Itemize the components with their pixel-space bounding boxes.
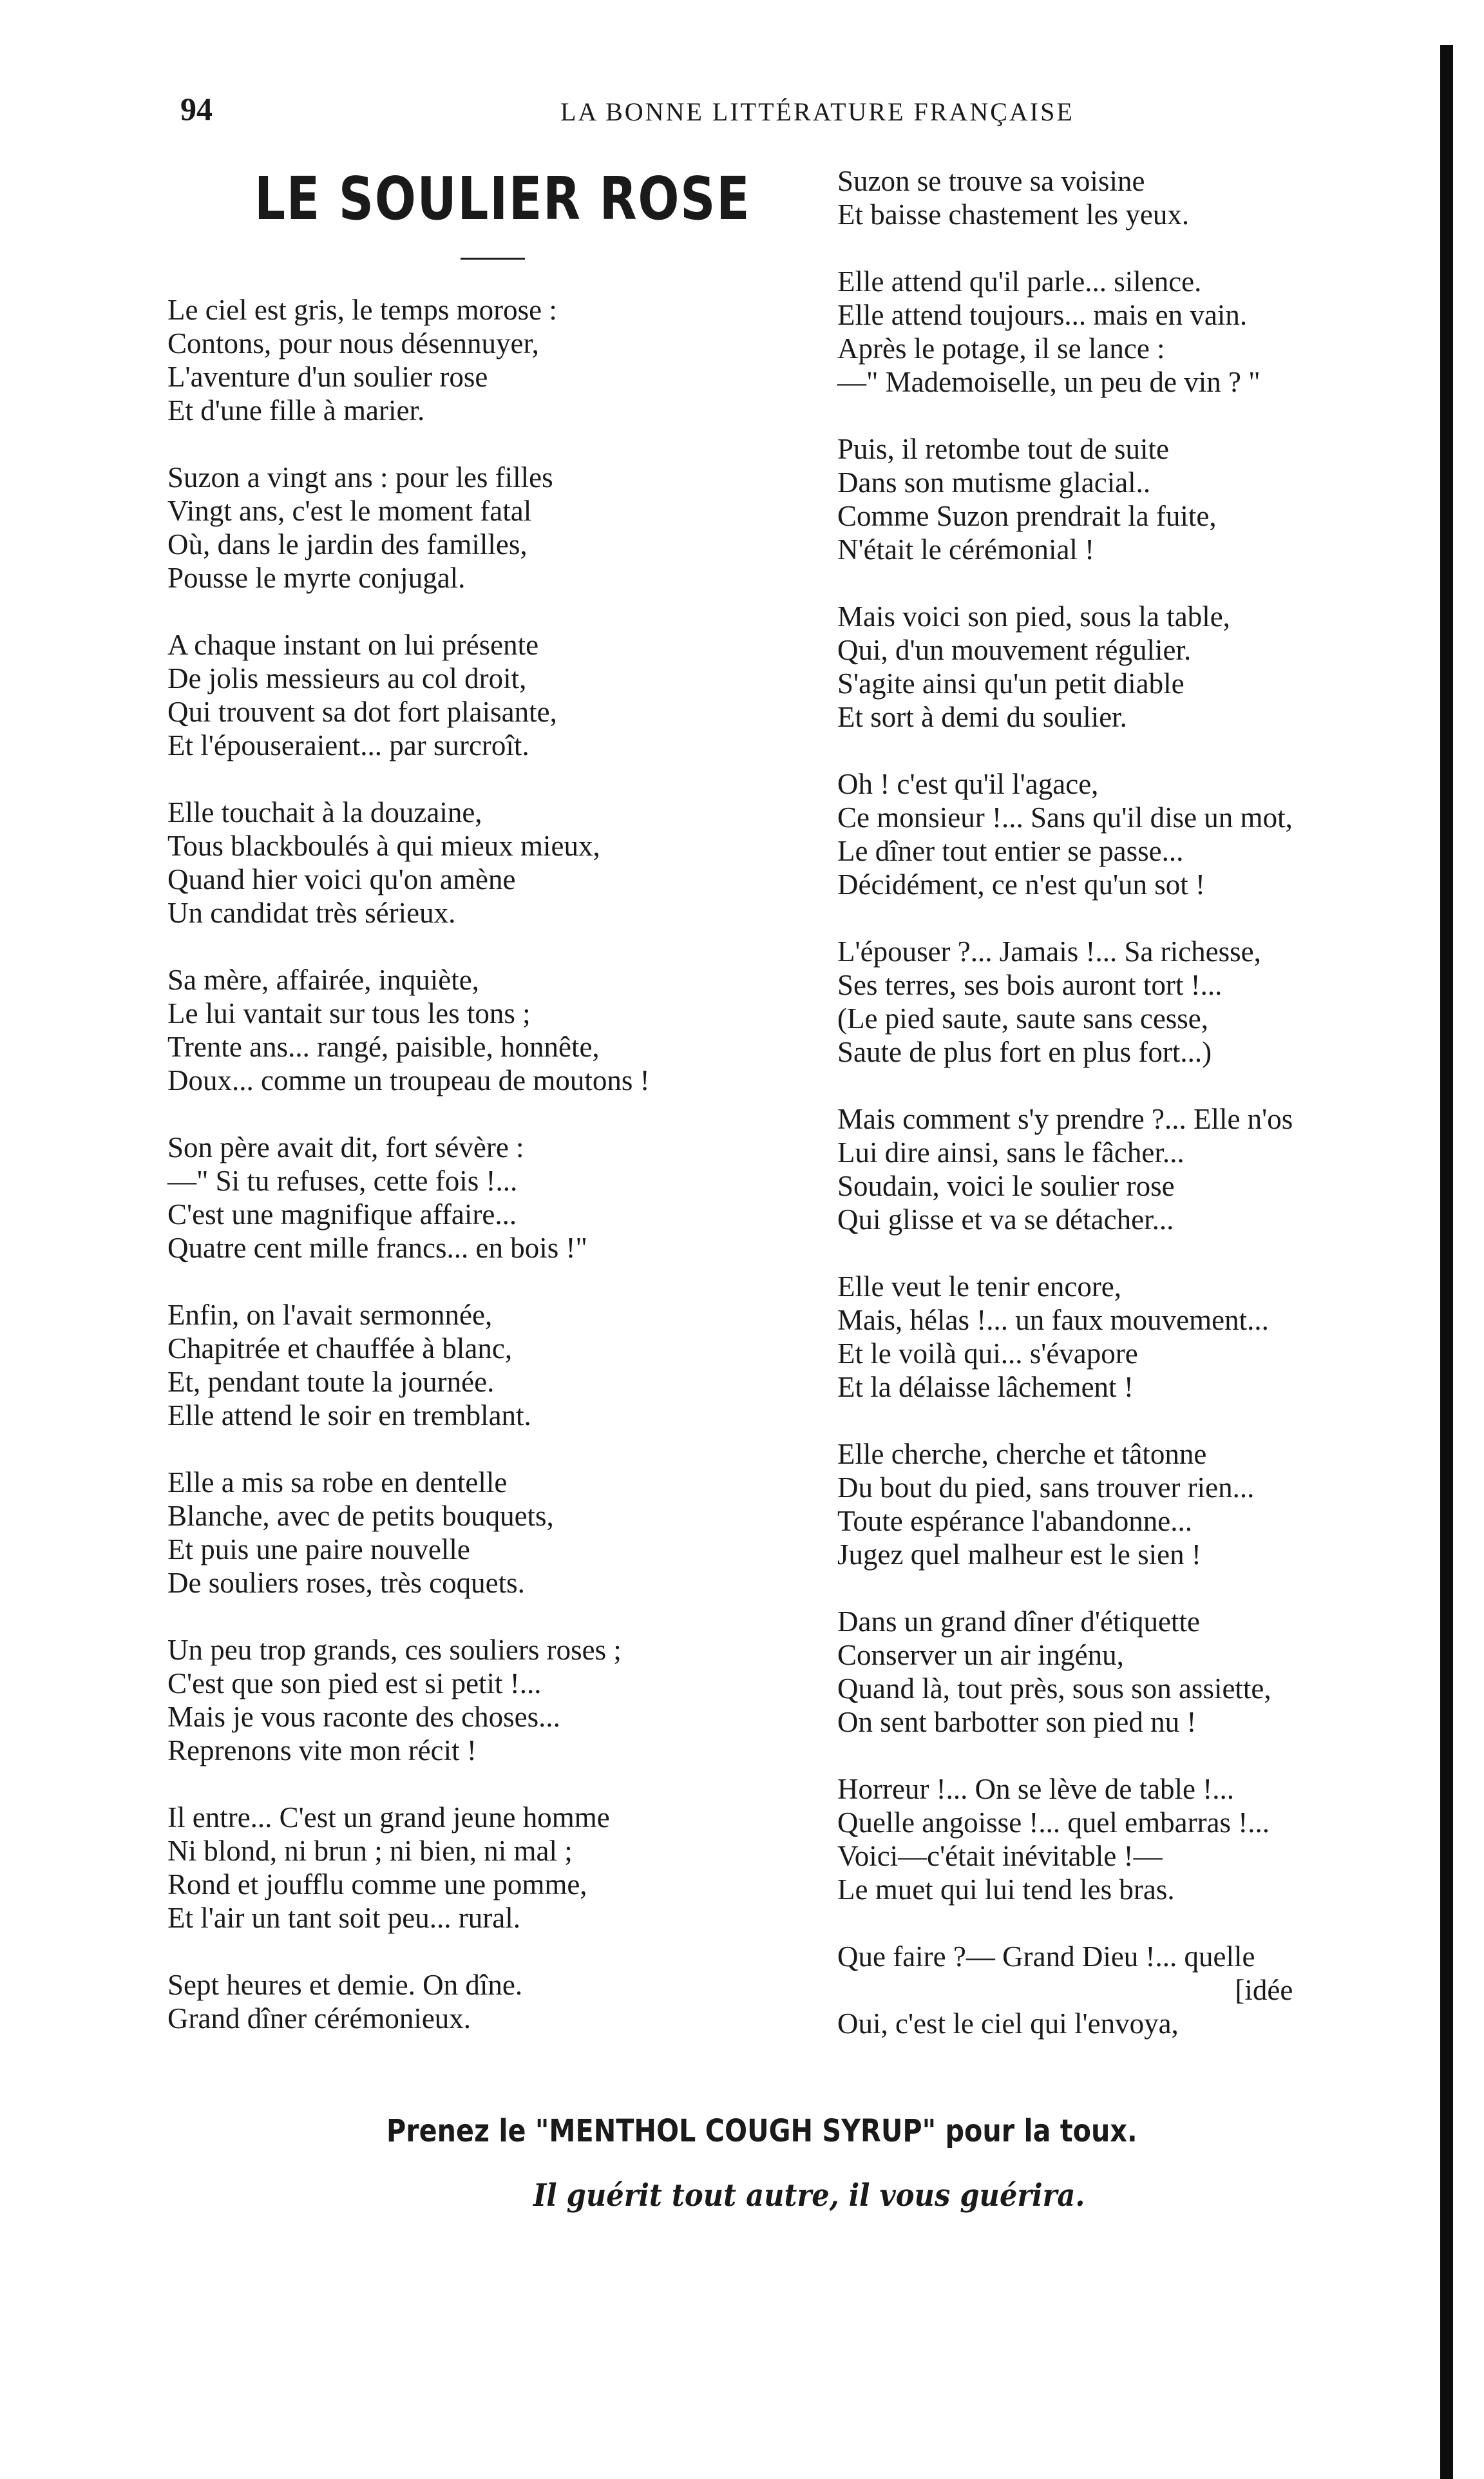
stanza [837,1940,1293,2040]
verse-line: —" Si tu refuses, cette fois !... [167,1165,518,1197]
verse-line: Elle touchait à la douzaine, [167,796,482,828]
verse-line: Voici—c'était inévitable !— [837,1840,1163,1872]
stanza [167,1801,650,1935]
poem-title: LE SOULIER ROSE [254,164,751,233]
verse-line: Et le voilà qui... s'évapore [837,1337,1138,1370]
verse-line: Mais je vous raconte des choses... [167,1701,560,1733]
poem-column-right [837,164,1293,2074]
verse-line: Qui trouvent sa dot fort plaisante, [167,696,557,728]
running-head: LA BONNE LITTÉRATURE FRANÇAISE [560,97,1074,126]
verse-line: Ni blond, ni brun ; ni bien, ni mal ; [167,1835,573,1867]
verse-line: A chaque instant on lui présente [167,629,539,661]
verse-line: Jugez quel malheur est le sien ! [837,1538,1201,1571]
verse-line: Décidément, ce n'est qu'un sot ! [837,868,1206,901]
verse-line: Et baisse chastement les yeux. [837,198,1190,231]
verse-line: Et puis une paire nouvelle [167,1533,470,1565]
verse-line: Elle attend qu'il parle... silence. [837,265,1202,298]
verse-line: N'était le cérémonial ! [837,533,1095,566]
verse-line: Suzon se trouve sa voisine [837,165,1145,197]
verse-line: Sept heures et demie. On dîne. [167,1969,523,2001]
stanza [837,935,1293,1069]
verse-line: Après le potage, il se lance : [837,332,1165,365]
verse-line: Pousse le myrte conjugal. [167,562,466,594]
stanza [837,1102,1293,1236]
verse-line: Blanche, avec de petits bouquets, [167,1500,554,1532]
stanza [837,1437,1293,1571]
verse-line: Mais voici son pied, sous la table, [837,600,1230,633]
verse-line: Qui, d'un mouvement régulier. [837,634,1192,666]
verse-line: Rond et joufflu comme une pomme, [167,1868,587,1900]
verse-line: De jolis messieurs au col droit, [167,662,527,694]
verse-line: Oh ! c'est qu'il l'agace, [837,768,1099,800]
verse-line: Tous blackboulés à qui mieux mieux, [167,830,600,862]
verse-line: Elle veut le tenir encore, [837,1270,1122,1303]
stanza [167,1131,650,1265]
verse-line: Quatre cent mille francs... en bois !" [167,1232,587,1264]
verse-line: Contons, pour nous désennuyer, [167,327,539,359]
verse-line: Et d'une fille à marier. [167,394,425,426]
verse-line: Et sort à demi du soulier. [837,701,1127,733]
verse-line: Lui dire ainsi, sans le fâcher... [837,1136,1184,1169]
stanza [167,963,650,1097]
verse-line: Que faire ?— Grand Dieu !... quelle [837,1940,1255,1973]
stanza [167,1633,650,1767]
verse-line: Enfin, on l'avait sermonnée, [167,1299,493,1331]
verse-line: Sa mère, affairée, inquiète, [167,964,479,996]
verse-line: Le lui vantait sur tous les tons ; [167,997,531,1029]
verse-line: Et la délaisse lâchement ! [837,1371,1134,1403]
verse-line: Reprenons vite mon récit ! [167,1734,477,1766]
stanza [837,164,1293,231]
verse-line: Saute de plus fort en plus fort...) [837,1036,1212,1068]
stanza [837,1605,1293,1739]
verse-line: Oui, c'est le ciel qui l'envoya, [837,2007,1179,2040]
verse-line: Quand là, tout près, sous son assiette, [837,1672,1271,1705]
verse-line: Soudain, voici le soulier rose [837,1170,1175,1202]
stanza [167,1298,650,1432]
stanza [837,600,1293,734]
title-rule [461,258,525,260]
verse-line: Son père avait dit, fort sévère : [167,1131,524,1163]
verse-line: Vingt ans, c'est le moment fatal [167,495,532,527]
verse-line: Mais, hélas !... un faux mouvement... [837,1304,1269,1336]
advertisement-line-1: Prenez le "MENTHOL COUGH SYRUP" pour la toux. [386,2113,1137,2149]
verse-line: Où, dans le jardin des familles, [167,528,528,560]
verse-line: Dans un grand dîner d'étiquette [837,1605,1200,1638]
stanza [167,1466,650,1600]
verse-line: Comme Suzon prendrait la fuite, [837,500,1217,532]
verse-line: Grand dîner cérémonieux. [167,2002,471,2034]
stanza [837,432,1293,566]
verse-line: L'aventure d'un soulier rose [167,361,488,393]
verse-line: Le muet qui lui tend les bras. [837,1873,1175,1906]
verse-line: Dans son mutisme glacial.. [837,466,1151,499]
verse-line: Et l'air un tant soit peu... rural. [167,1902,520,1934]
verse-line: Mais comment s'y prendre ?... Elle n'os [837,1103,1293,1135]
verse-line: Chapitrée et chauffée à blanc, [167,1332,513,1364]
verse-line: Il entre... C'est un grand jeune homme [167,1801,610,1833]
verse-line: Elle attend toujours... mais en vain. [837,299,1248,331]
page-number: 94 [180,91,213,127]
verse-line: Quelle angoisse !... quel embarras !... [837,1806,1270,1839]
stanza [167,796,650,930]
verse-line: Puis, il retombe tout de suite [837,433,1169,465]
stanza [167,1968,650,2035]
verse-line: Et l'épouseraient... par surcroît. [167,729,529,761]
advertisement-line-2: Il guérit tout autre, il vous guérira. [533,2178,1085,2214]
verse-line: Toute espérance l'abandonne... [837,1505,1192,1537]
verse-line: Conserver un air ingénu, [837,1639,1124,1671]
verse-line: Elle a mis sa robe en dentelle [167,1466,508,1498]
verse-line: Un peu trop grands, ces souliers roses ; [167,1634,622,1666]
verse-line: Ses terres, ses bois auront tort !... [837,969,1222,1001]
stanza [837,1270,1293,1404]
verse-line: Horreur !... On se lève de table !... [837,1773,1235,1805]
stanza [837,767,1293,901]
verse-line: C'est une magnifique affaire... [167,1198,517,1230]
stanza [167,628,650,762]
verse-line: Trente ans... rangé, paisible, honnête, [167,1031,600,1063]
verse-line: Qui glisse et va se détacher... [837,1203,1174,1236]
verse-line: Ce monsieur !... Sans qu'il dise un mot, [837,801,1293,834]
verse-line: Quand hier voici qu'on amène [167,863,516,895]
verse-line: L'épouser ?... Jamais !... Sa richesse, [837,935,1261,968]
verse-line: Un candidat très sérieux. [167,897,456,929]
verse-line: De souliers roses, très coquets. [167,1567,525,1599]
verse-line-continuation: [idée [1235,1974,1293,2006]
verse-line: Le dîner tout entier se passe... [837,835,1184,867]
verse-line: Et, pendant toute la journée. [167,1366,495,1398]
verse-line: Elle cherche, cherche et tâtonne [837,1438,1207,1470]
verse-line: Elle attend le soir en tremblant. [167,1399,531,1431]
stanza [837,1772,1293,1906]
verse-line: Du bout du pied, sans trouver rien... [837,1471,1255,1504]
verse-line: Doux... comme un troupeau de moutons ! [167,1064,650,1096]
verse-line: S'agite ainsi qu'un petit diable [837,667,1184,700]
verse-line: Suzon a vingt ans : pour les filles [167,461,553,493]
verse-line: On sent barbotter son pied nu ! [837,1706,1197,1738]
verse-line: (Le pied saute, saute sans cesse, [837,1002,1209,1035]
verse-line: C'est que son pied est si petit !... [167,1667,542,1699]
stanza [167,461,650,595]
stanza [167,293,650,427]
verse-line: Le ciel est gris, le temps morose : [167,294,557,326]
stanza [837,265,1293,399]
binding-edge [1440,45,1453,2479]
verse-line: —" Mademoiselle, un peu de vin ? " [837,366,1260,398]
poem-column-left [167,293,650,2069]
